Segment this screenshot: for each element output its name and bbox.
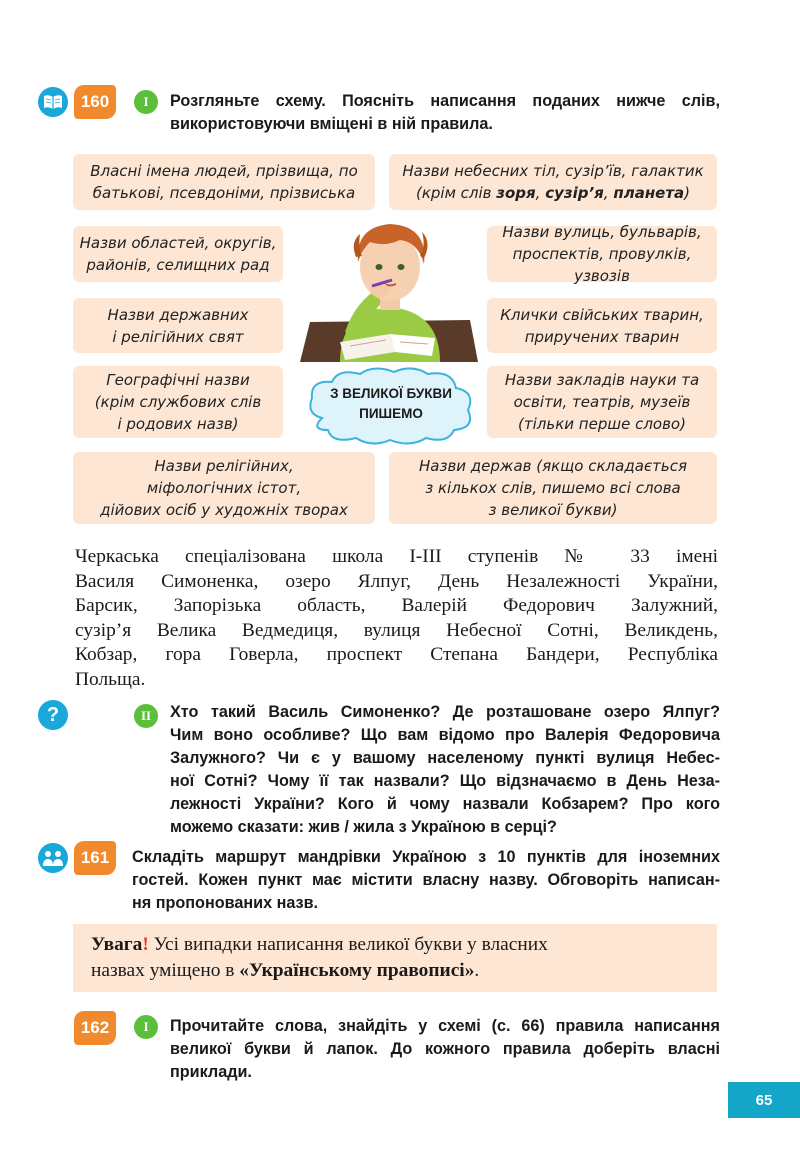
scheme-text: Власні імена людей, прізвища, по: [90, 162, 358, 180]
instruction-line: використовуючи вміщені в ній правила.: [170, 115, 493, 133]
scheme-text: Назви вулиць, бульварів,: [502, 223, 702, 241]
task-line: ня пропонованих назв.: [132, 894, 319, 912]
scheme-left-5: [73, 452, 375, 524]
task-line: приклади.: [170, 1063, 252, 1081]
scheme-text: приручених тварин: [524, 327, 680, 346]
words-line: Кобзар, гора Говерла, проспект Степана Бандери, Республіка: [75, 644, 718, 665]
scheme-right-5: [389, 452, 717, 524]
scheme-text: Назви держав (якщо складається: [419, 457, 687, 475]
note-text: назвах уміщено в: [91, 960, 240, 981]
scheme-text: Назви небесних тіл, сузір’їв, галактик: [402, 162, 704, 180]
exercise-160-number: 160: [74, 85, 116, 119]
words-line: Василя Симоненка, озеро Ялпуг, День Незалежності України,: [75, 570, 718, 592]
questions-level: II: [134, 704, 158, 728]
task-line: великої букви й лапок. До кожного правила доберіть власні: [170, 1040, 720, 1058]
scheme-left-4: [73, 366, 283, 438]
exercise-160-words: [75, 545, 718, 692]
scheme-bold: зоря: [496, 184, 536, 202]
exercise-162-level: I: [134, 1015, 158, 1039]
question-line: ної Сотні? Чому її так назвали? Що відзначаємо в День Неза-: [170, 772, 720, 790]
scheme-left-2: [73, 226, 283, 282]
questions-text: [170, 701, 720, 839]
question-line: лежності України? Кого й чому назвали Кобзарем? Про кого: [170, 795, 720, 813]
page-number: 65: [728, 1082, 800, 1118]
task-line: гостей. Кожен пункт має містити власну назву. Обговоріть написан-: [132, 871, 720, 889]
words-line: Польща.: [75, 668, 146, 690]
scheme-text: районів, селищних рад: [86, 256, 270, 274]
scheme-text: Клички свійських тварин,: [500, 305, 704, 324]
scheme-text: ,: [603, 184, 614, 202]
note-source: «Українському правописі»: [239, 960, 475, 981]
exercise-160-level: I: [134, 90, 158, 114]
task-line: Складіть маршрут мандрівки Україною з 10 пунктів для іноземних: [132, 848, 720, 866]
words-line: сузір’я Велика Ведмедиця, вулиця Небесної Сотні, Великдень,: [75, 619, 718, 641]
scheme-text: батькові, псевдоніми, прізвиська: [92, 184, 356, 202]
scheme-text: (крім слів: [415, 184, 497, 202]
scheme-text: і родових назв): [117, 415, 239, 433]
note-excl: !: [142, 934, 149, 955]
scheme-center-label: [302, 384, 480, 424]
scheme-right-4: [487, 366, 717, 438]
question-line: Хто такий Василь Симоненко? Де розташоване озеро Ялпуг?: [170, 703, 720, 721]
note-text: Усі випадки написання великої букви у власних: [148, 934, 548, 955]
scheme-text: (крім службових слів: [94, 393, 262, 411]
scheme-text: Географічні назви: [106, 371, 250, 389]
scheme-text: Назви релігійних,: [154, 457, 294, 475]
center-label-line: З ВЕЛИКОЇ БУКВИ: [330, 386, 452, 401]
scheme-text: дійових осіб у художніх творах: [100, 501, 348, 519]
scheme-bold: сузір’я: [545, 184, 604, 202]
question-mark: ?: [46, 703, 60, 726]
scheme-text: ,: [535, 184, 546, 202]
book-icon: [38, 87, 68, 117]
scheme-text: з кількох слів, пишемо всі слова: [425, 479, 681, 497]
exercise-162-number: 162: [74, 1011, 116, 1045]
scheme-right-3: [487, 298, 717, 353]
note-label: Увага: [91, 934, 143, 955]
note-line: [91, 958, 699, 984]
scheme-left-1: [73, 154, 375, 210]
scheme-right-2: [487, 223, 717, 285]
scheme-text: ): [684, 184, 691, 202]
scheme-text: проспектів, провулків, узвозів: [512, 245, 692, 285]
exercise-162-text: [170, 1015, 720, 1084]
question-line: Чим воно особливе? Що вам відомо про Валерія Федоровича: [170, 726, 720, 744]
note-line: [91, 932, 699, 958]
scheme-bold: планета: [613, 184, 685, 202]
words-line: Черкаська спеціалізована школа І-ІІІ ступенів № 33 імені: [75, 546, 718, 567]
question-line: можемо сказати: жив / жила з Україною в серці?: [170, 818, 557, 836]
exercise-160-instruction: [170, 90, 720, 136]
scheme-text: Назви державних: [107, 305, 249, 324]
exercise-161-text: [132, 846, 720, 915]
scheme-text: і релігійних свят: [112, 327, 244, 346]
words-line: Барсик, Запорізька область, Валерій Федорович Залужний,: [75, 595, 718, 616]
question-icon: [38, 700, 68, 730]
scheme-text: освіти, театрів, музеїв: [513, 393, 691, 411]
attention-note: [73, 924, 717, 992]
scheme-text: з великої букви): [488, 501, 618, 519]
scheme-text: (тільки перше слово): [518, 415, 686, 433]
boy-illustration: [300, 212, 480, 362]
center-label-line: ПИШЕМО: [359, 406, 423, 421]
group-discussion-icon: [38, 843, 68, 873]
question-line: Залужного? Чи є у вашому населеному пункті вулиця Небес-: [170, 749, 720, 767]
task-line: Прочитайте слова, знайдіть у схемі (с. 66) правила написання: [170, 1017, 720, 1035]
scheme-text: міфологічних істот,: [146, 479, 302, 497]
scheme-text: Назви закладів науки та: [504, 371, 700, 389]
scheme-text: [416, 182, 690, 204]
scheme-left-3: [73, 298, 283, 353]
note-text: .: [474, 960, 480, 981]
scheme-right-1: [389, 154, 717, 210]
exercise-161-number: 161: [74, 841, 116, 875]
instruction-line: Розгляньте схему. Поясніть написання поданих нижче слів,: [170, 92, 720, 110]
scheme-text: Назви областей, округів,: [79, 234, 277, 252]
